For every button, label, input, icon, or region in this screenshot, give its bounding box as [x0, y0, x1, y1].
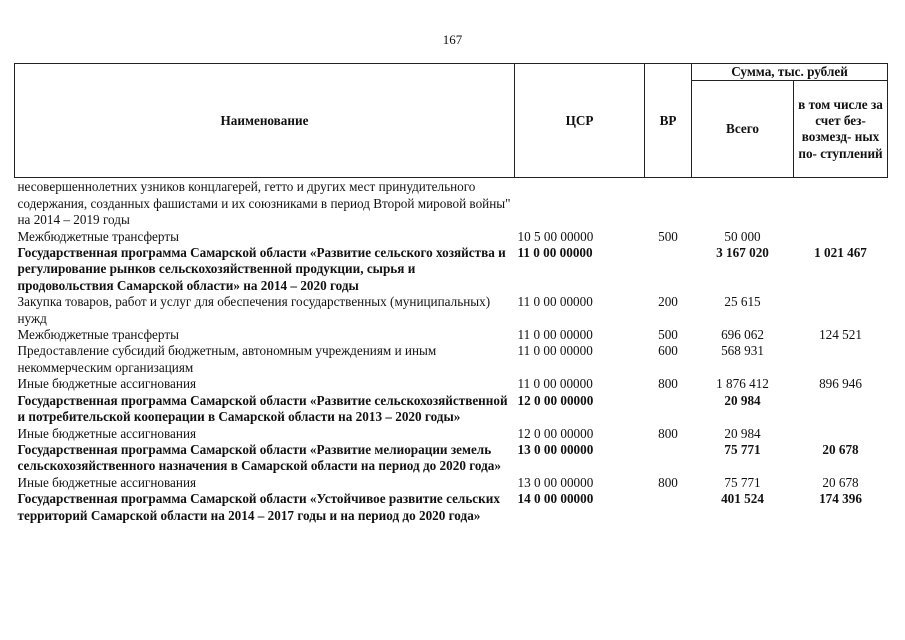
- row-vr: [645, 442, 692, 475]
- row-free: 20 678: [822, 474, 859, 490]
- table-row: [15, 245, 888, 294]
- row-total: 20 984: [724, 425, 761, 441]
- row-csr: [515, 178, 645, 229]
- row-csr: 12 0 00 00000: [517, 392, 594, 408]
- row-name: Иные бюджетные ассигнования: [17, 376, 197, 392]
- row-name: Межбюджетные трансферты: [17, 327, 179, 343]
- row-name: Государственная программа Самарской области «Устойчивое развитие сельских территорий Самарской области на 2014 – 2017 годы и на период до 2020 года»: [17, 491, 500, 523]
- row-vr: 800: [658, 474, 678, 490]
- row-csr: 11 0 00 00000: [517, 294, 593, 310]
- table-row: [15, 229, 888, 245]
- row-name: Иные бюджетные ассигнования: [17, 474, 197, 490]
- row-vr: 800: [658, 425, 678, 441]
- row-total: 20 984: [724, 392, 761, 408]
- row-free: [794, 229, 888, 245]
- row-name: несовершеннолетних узников концлагерей, гетто и других мест принудительного содержания, созданных фашистами и их союзниками в период Второй мировой войны" на 2014 – 2019 годы: [17, 179, 511, 228]
- row-total: 25 615: [724, 294, 761, 310]
- row-total: 568 931: [721, 343, 764, 359]
- header-free: в том числе за счет без- возмезд- ных по- ступлений: [794, 81, 888, 178]
- row-total: 75 771: [724, 474, 761, 490]
- row-free: 20 678: [822, 441, 859, 457]
- table-row: [15, 442, 888, 475]
- row-name: Государственная программа Самарской области «Развитие сельскохозяйственной и потребительской кооперации в Самарской области на 2013 – 2020 годы»: [17, 392, 508, 425]
- row-csr: 11 0 00 00000: [517, 376, 593, 392]
- row-free: [794, 294, 888, 327]
- row-free: 896 946: [819, 376, 862, 392]
- row-name: Предоставление субсидий бюджетным, автономным учреждениям и иным некоммерческим организациям: [17, 343, 437, 375]
- table-row: [15, 491, 888, 524]
- row-vr: 200: [658, 294, 678, 310]
- row-free: 1 021 467: [814, 245, 867, 261]
- table-row: [15, 426, 888, 442]
- page-number: 167: [442, 32, 463, 47]
- row-free: [794, 343, 888, 376]
- budget-table: [14, 63, 888, 524]
- row-csr: 12 0 00 00000: [517, 425, 594, 441]
- row-total: 75 771: [724, 441, 761, 457]
- row-csr: 11 0 00 00000: [517, 327, 593, 343]
- row-total: 696 062: [721, 327, 764, 343]
- row-vr: [645, 178, 692, 229]
- header-name: Наименование: [15, 64, 515, 178]
- row-total: 401 524: [721, 491, 764, 507]
- row-total: 50 000: [724, 228, 761, 244]
- table-header: [15, 64, 888, 178]
- table-row: [15, 376, 888, 392]
- header-vr: ВР: [645, 64, 692, 178]
- table-row: [15, 178, 888, 229]
- row-name: Государственная программа Самарской области «Развитие мелиорации земель сельскохозяйственного назначения в Самарской области на период до 2020 года»: [17, 441, 501, 474]
- header-sum: Сумма, тыс. рублей: [692, 64, 888, 81]
- row-vr: 600: [658, 343, 678, 359]
- row-vr: 500: [658, 228, 678, 244]
- row-free: [794, 426, 888, 442]
- table-row: [15, 343, 888, 376]
- row-vr: 800: [658, 376, 678, 392]
- row-name: Межбюджетные трансферты: [17, 228, 179, 244]
- row-total: 3 167 020: [716, 245, 769, 261]
- header-csr: ЦСР: [515, 64, 645, 178]
- row-csr: 11 0 00 00000: [517, 343, 593, 359]
- row-free: [794, 178, 888, 229]
- row-csr: 14 0 00 00000: [517, 491, 594, 507]
- table-row: [15, 393, 888, 426]
- header-total: Всего: [692, 81, 794, 178]
- row-name: Иные бюджетные ассигнования: [17, 425, 197, 441]
- row-total: [692, 178, 794, 229]
- row-name: Государственная программа Самарской области «Развитие сельского хозяйства и регулирование рынков сельскохозяйственной продукции, сырья и продовольствия Самарской области» на 2014 – 2020 годы: [17, 245, 506, 293]
- table-row: [15, 327, 888, 343]
- row-name: Закупка товаров, работ и услуг для обеспечения государственных (муниципальных) нужд: [17, 294, 491, 326]
- row-csr: 13 0 00 00000: [517, 441, 594, 457]
- row-total: 1 876 412: [716, 376, 769, 392]
- table-row: [15, 475, 888, 491]
- row-vr: 500: [658, 327, 678, 343]
- table-body: [15, 178, 888, 524]
- row-free: [794, 393, 888, 426]
- row-csr: 11 0 00 00000: [517, 245, 593, 261]
- row-csr: 13 0 00 00000: [517, 474, 594, 490]
- row-vr: [645, 245, 692, 294]
- row-vr: [645, 491, 692, 524]
- row-csr: 10 5 00 00000: [517, 228, 594, 244]
- row-free: 174 396: [819, 491, 862, 507]
- table-row: [15, 294, 888, 327]
- row-free: 124 521: [819, 327, 862, 343]
- row-vr: [645, 393, 692, 426]
